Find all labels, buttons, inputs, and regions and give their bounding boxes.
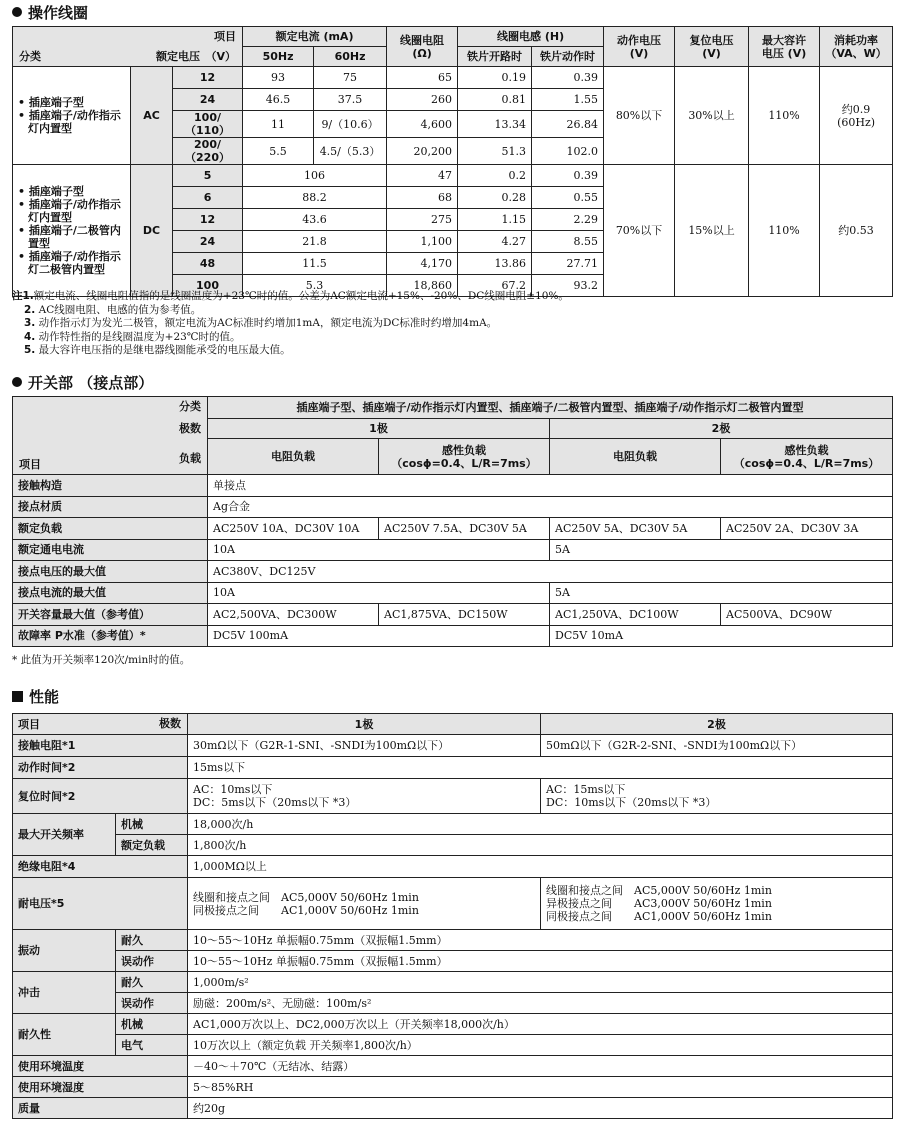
row-label: 冲击 [13,972,116,1014]
ac-current-60: 75 [314,67,387,89]
contacts-section-title: 开关部 （接点部） [12,372,153,393]
row-value: 线圈和接点之间 AC5,000V 50/60Hz 1min 异极接点之间 AC3,000V 50/60Hz 1min 同极接点之间 AC1,000V 50/60Hz 1min [541,878,893,930]
dc-resistance: 275 [387,209,458,231]
bullet-icon [12,377,22,387]
dc-resistance: 18,860 [387,275,458,297]
row-value: －40～＋70℃（无结冰、结露） [188,1056,893,1077]
dc-voltage: 24 [173,231,243,253]
row-label: 耐电压*5 [13,878,188,930]
row-value: 10万次以上（额定负载 开关频率1,800次/h） [188,1035,893,1056]
dc-max-voltage: 110% [749,165,820,297]
dc-ind-act: 2.29 [532,209,604,231]
perf-table [12,713,893,1119]
ac-voltage: 200/（220） [173,138,243,165]
row-value: 约20g [188,1098,893,1119]
ac-ind-open: 0.81 [458,89,532,111]
row-value: 10～55～10Hz 单振幅0.75mm（双振幅1.5mm） [188,951,893,972]
row-label: 接触构造 [13,475,208,497]
note-item: 5. 最大容许电压指的是继电器线圈能承受的电压最大值。 [24,344,291,356]
ac-power: 约0.9 (60Hz) [820,67,893,165]
ac-voltage: 100/（110） [173,111,243,138]
ac-current-60: 9/（10.6） [314,111,387,138]
square-icon [12,691,23,702]
row-sublabel: 机械 [116,814,188,835]
row-label: 故障率 P水准（参考值）* [13,625,208,647]
bullet-icon [12,7,22,17]
dc-resistance: 4,170 [387,253,458,275]
dc-ind-act: 93.2 [532,275,604,297]
hz50-header: 50Hz [243,47,314,67]
row-value: 50mΩ以下（G2R-2-SNI、-SNDI为100mΩ以下） [541,735,893,757]
row-value: AC1,000万次以上、DC2,000万次以上（开关频率18,000次/h） [188,1014,893,1035]
row-value: 5A [550,539,893,561]
row-label: 复位时间*2 [13,779,188,814]
dc-ind-act: 8.55 [532,231,604,253]
row-label: 接点电压的最大值 [13,561,208,583]
row-label: 额定通电电流 [13,539,208,561]
row-value: 1,000m/s² [188,972,893,993]
dc-voltage: 48 [173,253,243,275]
row-label: 接点材质 [13,496,208,518]
coil-corner-header: 项目 分类 额定电压 （V） [13,27,243,67]
perf-one-pole-header: 1极 [188,714,541,735]
row-value: AC1,875VA、DC150W [379,604,550,626]
dc-voltage: 12 [173,209,243,231]
row-sublabel: 额定负载 [116,835,188,856]
inductive-load-header: 感性负载 （cosϕ=0.4、L/R=7ms） [721,439,893,475]
ac-resistance: 260 [387,89,458,111]
note-item: 注1.额定电流、线圈电阻值指的是线圈温度为+23℃时的值。公差为AC额定电流+15%、-20%、DC线圈电阻±10%。 [12,290,569,302]
row-value: AC380V、DC125V [208,561,893,583]
row-value: AC：10ms以下 DC：5ms以下（20ms以下 *3） [188,779,541,814]
dc-ind-open: 4.27 [458,231,532,253]
row-value: AC2,500VA、DC300W [208,604,379,626]
coil-resistance-header: 线圈电阻 (Ω) [387,27,458,67]
row-label: 最大开关频率 [13,814,116,856]
perf-section-title: 性能 [12,686,59,707]
row-value: 励磁：200m/s²、无励磁：100m/s² [188,993,893,1014]
note-item: 4. 动作特性指的是线圈温度为+23℃时的值。 [24,330,241,343]
ac-label: AC [131,67,173,165]
dc-resistance: 68 [387,187,458,209]
row-sublabel: 机械 [116,1014,188,1035]
row-value: AC250V 10A、DC30V 10A [208,518,379,540]
ac-current-50: 11 [243,111,314,138]
row-sublabel: 耐久 [116,972,188,993]
ac-current-60: 4.5/（5.3） [314,138,387,165]
dc-voltage: 100 [173,275,243,297]
row-value: 线圈和接点之间 AC5,000V 50/60Hz 1min 同极接点之间 AC1,000V 50/60Hz 1min [188,878,541,930]
max-voltage-header: 最大容许 电压 (V) [749,27,820,67]
row-label: 耐久性 [13,1014,116,1056]
row-value: DC5V 100mA [208,625,550,647]
ac-ind-open: 0.19 [458,67,532,89]
row-value: DC5V 10mA [550,625,893,647]
row-value: 10A [208,539,550,561]
row-label: 额定负载 [13,518,208,540]
row-value: 1,800次/h [188,835,893,856]
ac-resistance: 4,600 [387,111,458,138]
row-sublabel: 误动作 [116,951,188,972]
dc-ind-open: 13.86 [458,253,532,275]
row-value: AC500VA、DC90W [721,604,893,626]
contacts-note: * 此值为开关频率120次/min时的值。 [12,654,191,666]
ac-ind-open: 51.3 [458,138,532,165]
operate-voltage-header: 动作电压 (V) [604,27,675,67]
dc-reset-voltage: 15%以上 [675,165,749,297]
dc-current: 5.3 [243,275,387,297]
row-value: 30mΩ以下（G2R-1-SNI、-SNDI为100mΩ以下） [188,735,541,757]
row-value: 15ms以下 [188,757,893,779]
dc-resistance: 47 [387,165,458,187]
row-value: 10A [208,582,550,604]
ac-max-voltage: 110% [749,67,820,165]
row-value: AC250V 7.5A、DC30V 5A [379,518,550,540]
coil-inductance-header: 线圈电感 (H) [458,27,604,47]
dc-current: 88.2 [243,187,387,209]
inductive-load-header: 感性负载 （cosϕ=0.4、L/R=7ms） [379,439,550,475]
perf-corner-header: 项目 极数 [13,714,188,735]
ac-ind-open: 13.34 [458,111,532,138]
power-consumption-header: 消耗功率 （VA、W） [820,27,893,67]
row-label: 开关容量最大值（参考值） [13,604,208,626]
two-pole-header: 2极 [550,419,893,439]
row-value: 5A [550,582,893,604]
row-label: 接点电流的最大值 [13,582,208,604]
reset-voltage-header: 复位电压 (V) [675,27,749,67]
ac-current-50: 93 [243,67,314,89]
coil-table [12,26,893,297]
dc-ind-open: 67.2 [458,275,532,297]
ac-current-60: 37.5 [314,89,387,111]
ac-voltage: 12 [173,67,243,89]
one-pole-header: 1极 [208,419,550,439]
coil-notes [12,290,569,358]
row-value: AC1,250VA、DC100W [550,604,721,626]
rated-current-header: 额定电流 (mA) [243,27,387,47]
dc-ind-open: 0.2 [458,165,532,187]
ac-resistance: 65 [387,67,458,89]
dc-ind-open: 0.28 [458,187,532,209]
row-value: 1,000MΩ以上 [188,856,893,878]
row-sublabel: 电气 [116,1035,188,1056]
dc-voltage: 5 [173,165,243,187]
row-sublabel: 误动作 [116,993,188,1014]
dc-operate-voltage: 70%以下 [604,165,675,297]
dc-current: 43.6 [243,209,387,231]
ac-ind-act: 1.55 [532,89,604,111]
ac-current-50: 46.5 [243,89,314,111]
note-item: 2. AC线圈电阻、电感的值为参考值。 [24,303,202,316]
dc-resistance: 1,100 [387,231,458,253]
row-label: 使用环境湿度 [13,1077,188,1098]
ac-ind-act: 102.0 [532,138,604,165]
ac-type-cell: • 插座端子型 • 插座端子/动作指示灯内置型 [13,67,131,165]
row-value: AC250V 2A、DC30V 3A [721,518,893,540]
coil-section-title: 操作线圈 [12,2,88,23]
row-value: Ag合金 [208,496,893,518]
dc-current: 21.8 [243,231,387,253]
dc-ind-open: 1.15 [458,209,532,231]
dc-current: 106 [243,165,387,187]
dc-current: 11.5 [243,253,387,275]
row-sublabel: 耐久 [116,930,188,951]
ac-voltage: 24 [173,89,243,111]
contacts-classify-value: 插座端子型、插座端子/动作指示灯内置型、插座端子/二极管内置型、插座端子/动作指示灯二极管内置型 [208,397,893,419]
row-label: 接触电阻*1 [13,735,188,757]
perf-two-pole-header: 2极 [541,714,893,735]
row-label: 质量 [13,1098,188,1119]
resistive-load-header: 电阻负载 [550,439,721,475]
ac-current-50: 5.5 [243,138,314,165]
dc-voltage: 6 [173,187,243,209]
ac-ind-act: 0.39 [532,67,604,89]
row-label: 使用环境温度 [13,1056,188,1077]
dc-power: 约0.53 [820,165,893,297]
row-value: AC：15ms以下 DC：10ms以下（20ms以下 *3） [541,779,893,814]
row-label: 绝缘电阻*4 [13,856,188,878]
dc-ind-act: 27.71 [532,253,604,275]
inductance-open-header: 铁片开路时 [458,47,532,67]
note-item: 3. 动作指示灯为发光二极管，额定电流为AC标准时约增加1mA，额定电流为DC标准时约增加4mA。 [24,317,498,329]
ac-operate-voltage: 80%以下 [604,67,675,165]
dc-type-cell: • 插座端子型 • 插座端子/动作指示灯内置型 • 插座端子/二极管内置型 • 插座端子/动作指示灯二极管内置型 [13,165,131,297]
row-value: 18,000次/h [188,814,893,835]
row-value: 10～55～10Hz 单振幅0.75mm（双振幅1.5mm） [188,930,893,951]
row-value: 单接点 [208,475,893,497]
resistive-load-header: 电阻负载 [208,439,379,475]
ac-ind-act: 26.84 [532,111,604,138]
contacts-table [12,396,893,647]
dc-ind-act: 0.55 [532,187,604,209]
inductance-active-header: 铁片动作时 [532,47,604,67]
dc-ind-act: 0.39 [532,165,604,187]
ac-reset-voltage: 30%以上 [675,67,749,165]
dc-label: DC [131,165,173,297]
row-label: 振动 [13,930,116,972]
ac-resistance: 20,200 [387,138,458,165]
row-value: 5～85%RH [188,1077,893,1098]
hz60-header: 60Hz [314,47,387,67]
row-label: 动作时间*2 [13,757,188,779]
row-value: AC250V 5A、DC30V 5A [550,518,721,540]
contacts-corner-header: 分类 极数 负载 项目 [13,397,208,475]
